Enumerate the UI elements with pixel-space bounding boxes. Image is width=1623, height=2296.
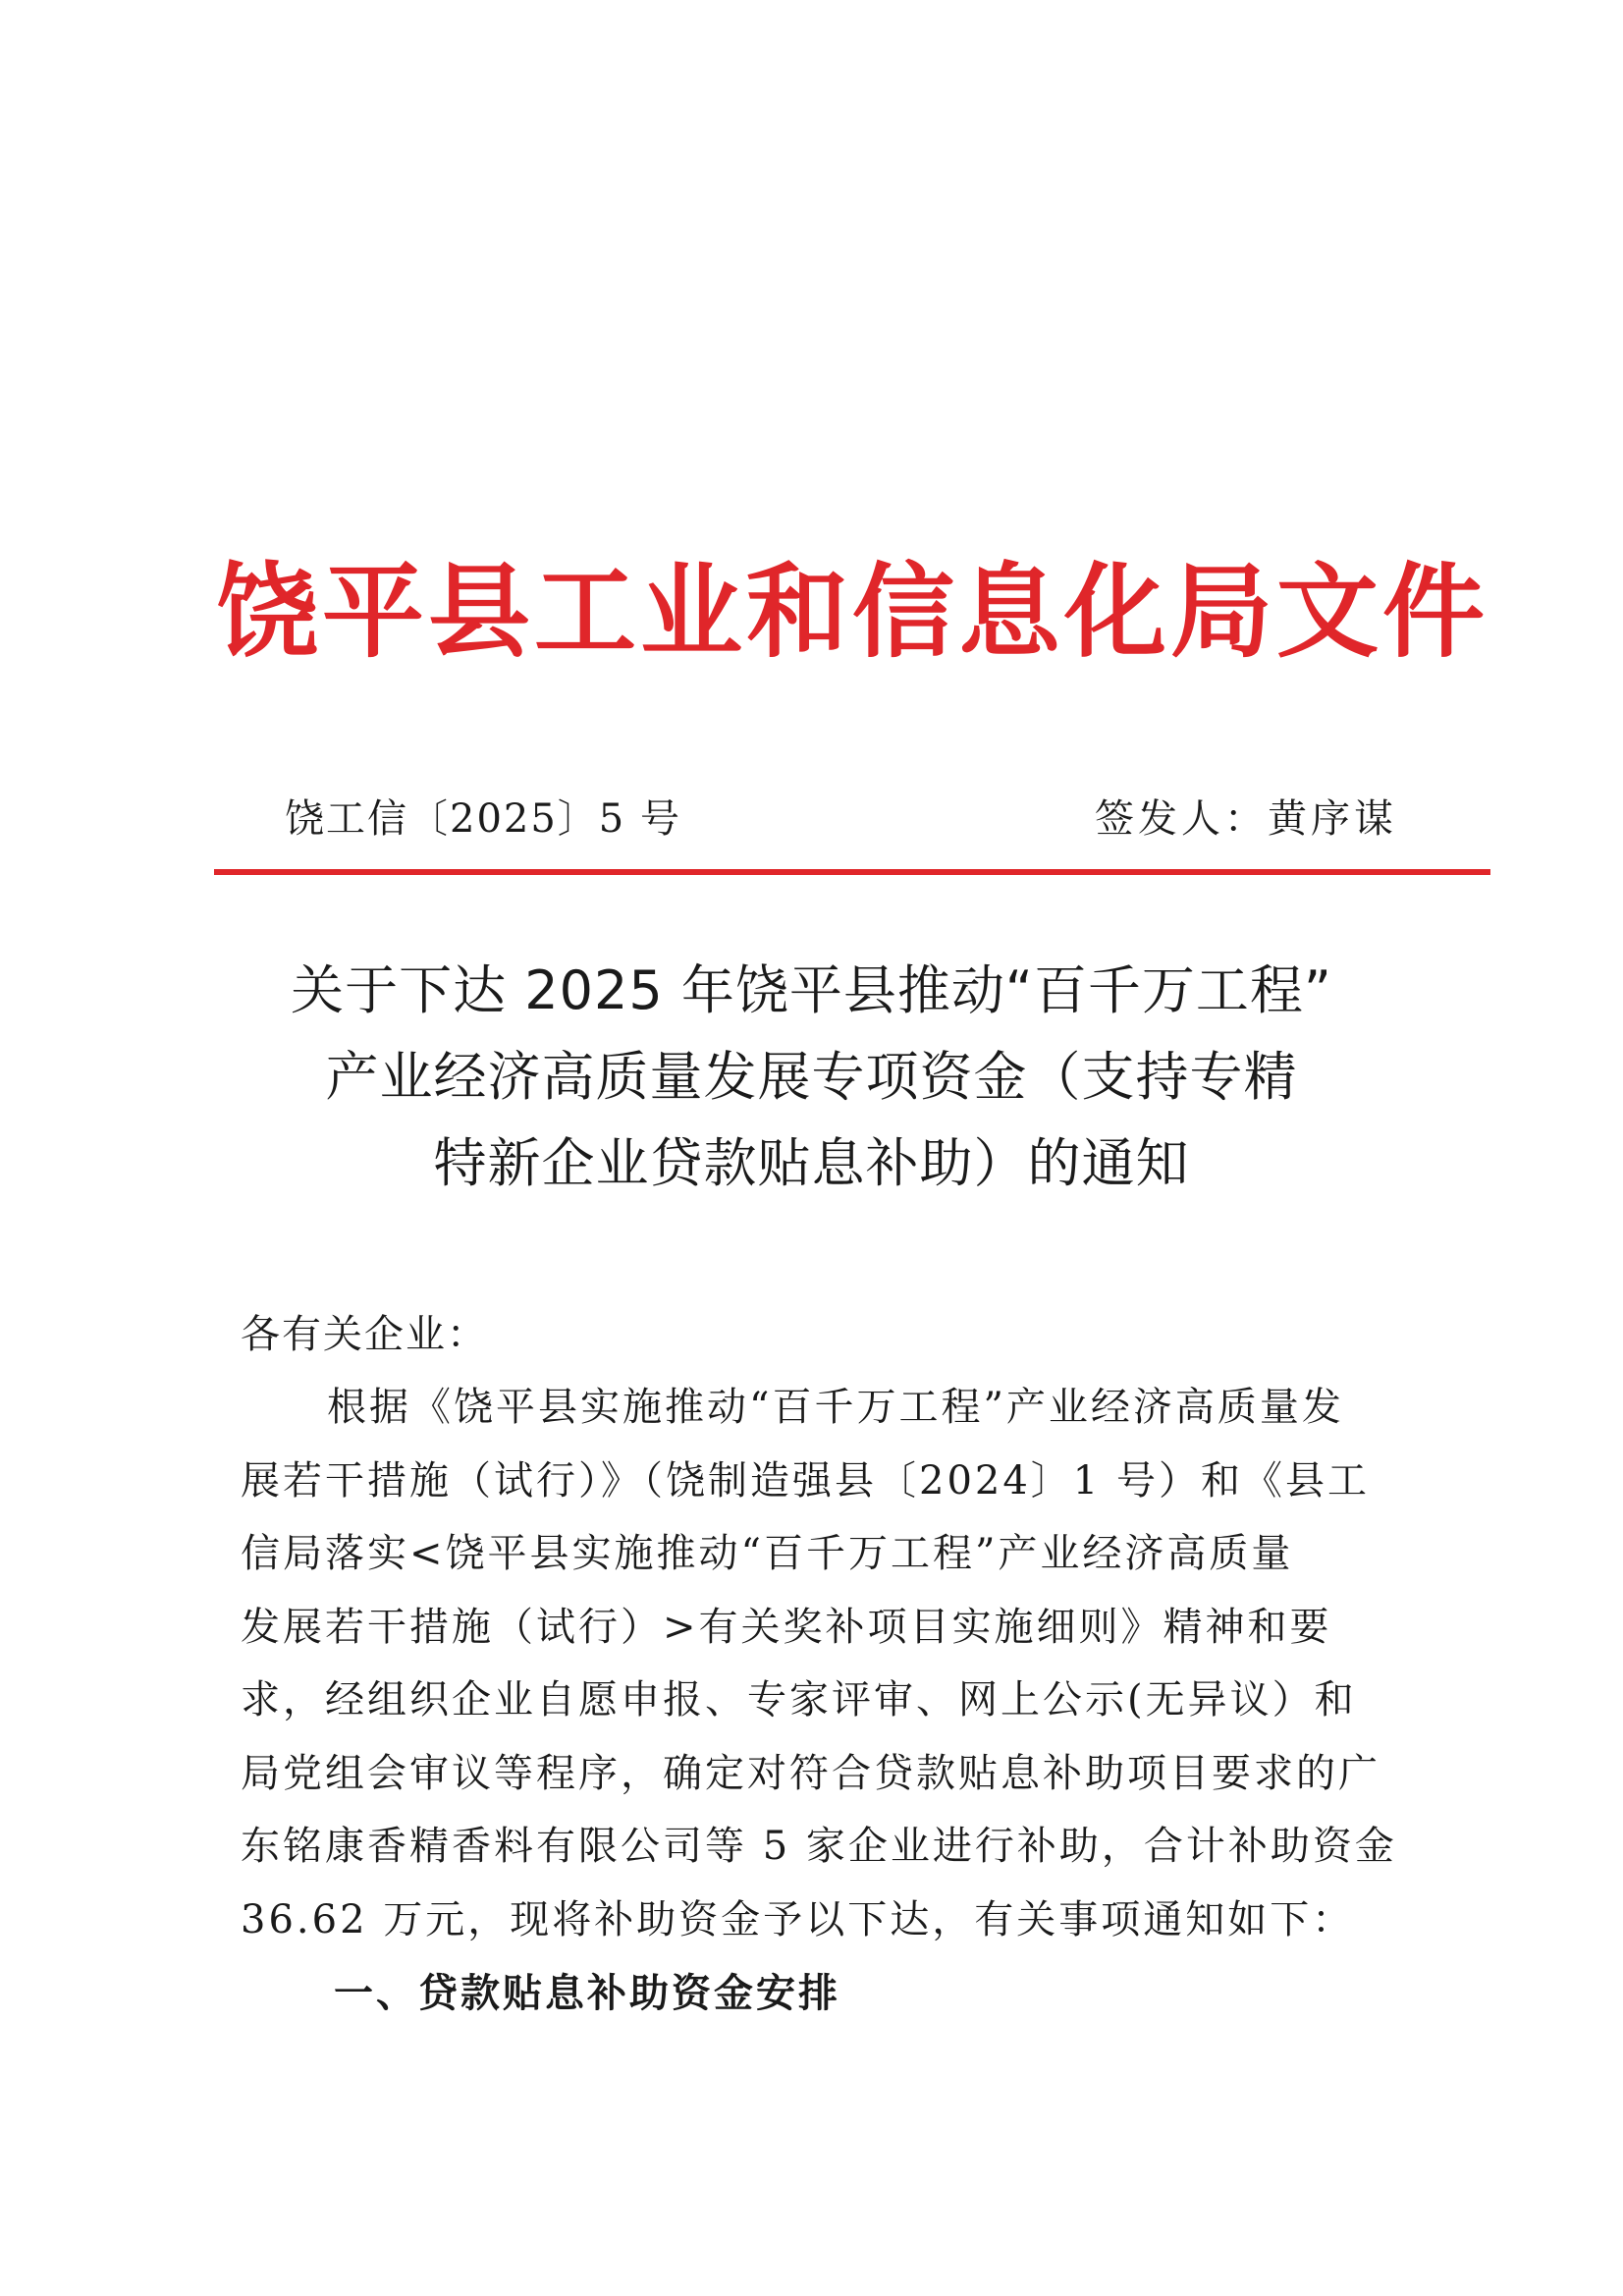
signer-name: 黄序谋 — [1268, 796, 1397, 842]
title-line: 特新企业贷款贴息补助）的通知 — [433, 1132, 1190, 1194]
body-line: 局党组会审议等程序，确定对符合贷款贴息补助项目要求的广 — [241, 1750, 1380, 1796]
signer-label: 签发人： — [1095, 796, 1268, 842]
body-paragraph — [241, 1371, 1419, 1956]
body-line: 展若干措施（试行）》（饶制造强县〔2024〕1 号）和《县工 — [241, 1457, 1370, 1503]
body-line: 信局落实<饶平县实施推动“百千万工程”产业经济高质量 — [241, 1531, 1294, 1576]
body-line: 根据《饶平县实施推动“百千万工程”产业经济高质量发 — [327, 1385, 1344, 1430]
signer — [1095, 792, 1409, 847]
body-line: 36.62 万元，现将补助资金予以下达，有关事项通知如下： — [241, 1896, 1355, 1942]
notice-title — [196, 948, 1427, 1207]
body-line: 发展若干措施（试行）>有关奖补项目实施细则》精神和要 — [241, 1604, 1332, 1650]
title-line: 关于下达 2025 年饶平县推动“百千万工程” — [291, 959, 1332, 1021]
document-number: 饶工信〔2025〕5 号 — [285, 796, 681, 842]
masthead-title: 饶平县工业和信息化局文件 — [216, 551, 1489, 672]
salutation: 各有关企业： — [241, 1312, 488, 1357]
section-heading: 一、贷款贴息补助资金安排 — [334, 1971, 840, 2016]
title-line: 产业经济高质量发展专项资金（支持专精 — [325, 1046, 1298, 1108]
body-line: 求，经组织企业自愿申报、专家评审、网上公示(无异议）和 — [241, 1677, 1357, 1722]
body-line: 东铭康香精香料有限公司等 5 家企业进行补助，合计补助资金 — [241, 1824, 1397, 1869]
red-separator-line — [214, 869, 1490, 875]
